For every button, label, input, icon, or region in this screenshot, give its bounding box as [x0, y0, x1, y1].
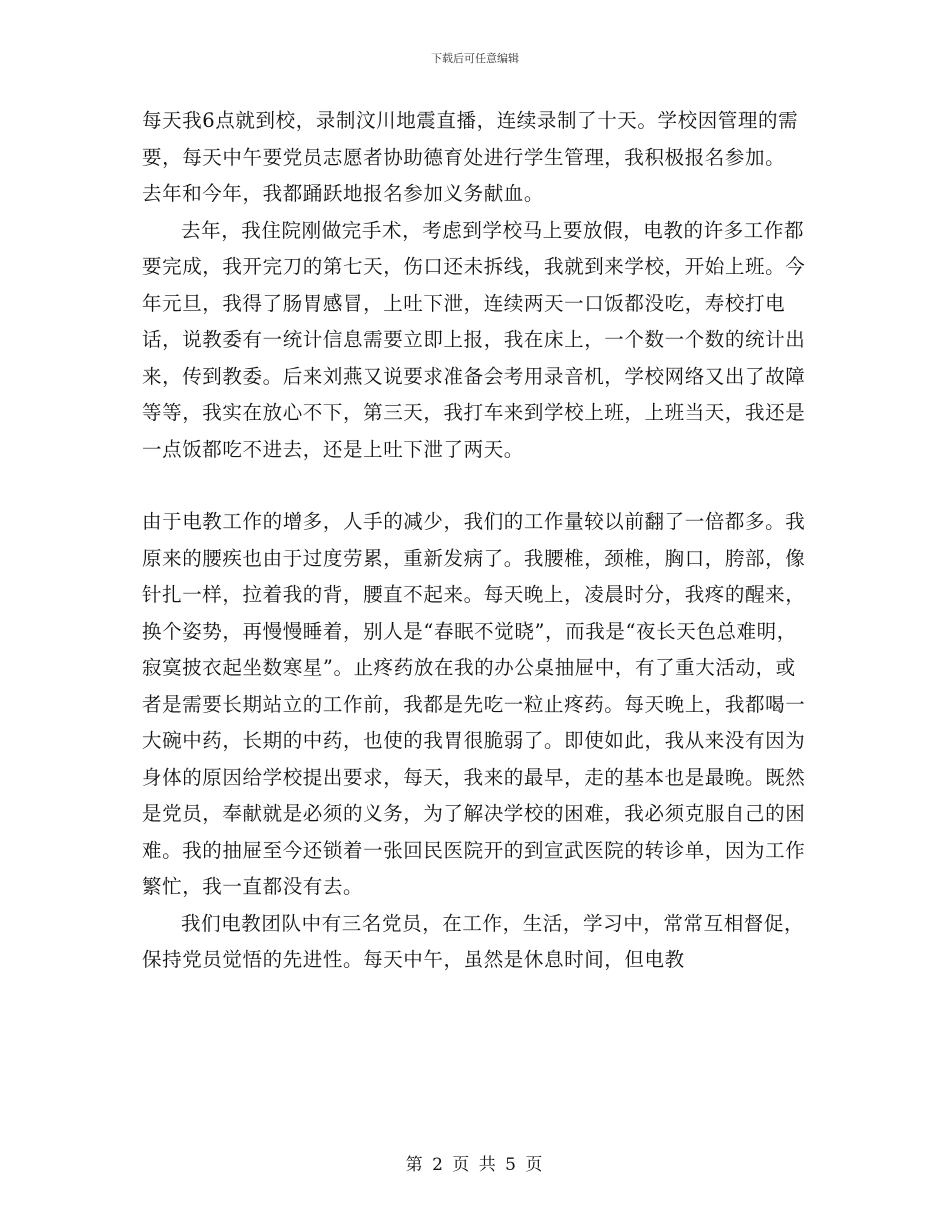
page-footer: 第 2 页 共 5 页 [405, 1155, 545, 1175]
paragraph-2: 去年和今年，我都踊跃地报名参加义务献血。 [142, 182, 545, 205]
paragraph-gap [142, 468, 812, 504]
paragraph-1: 每天我6点就到校，录制汶川地震直播，连续录制了十天。学校因管理的需要，每天中午要党员志愿者协助德育处进行学生管理，我积极报名参加。 [142, 109, 799, 169]
paragraph-4: 由于电教工作的增多，人手的减少，我们的工作量较以前翻了一倍都多。我原来的腰疾也由于过度劳累，重新发病了。我腰椎，颈椎，胸口，胯部，像针扎一样，拉着我的背，腰直不起来。每天晚上，凌晨时分，我疼的醒来，换个姿势，再慢慢睡着，别人是“春眠不觉晓”，而我是“夜长天色总难明，寂寞披衣起坐数寒星”。止疼药放在我的办公桌抽屉中，有了重大活动，或者是需要长期站立的工作前，我都是先吃一粒止疼药。每天晚上，我都喝一大碗中药，长期的中药，也使的我胃很脆弱了。即使如此，我从来没有因为身体的原因给学校提出要求，每天，我来的最早，走的基本也是最晚。既然是党员，奉献就是必须的义务，为了解决学校的困难，我必须克服自己的困难。我的抽屉至今还锁着一张回民医院开的到宣武医院的转诊单，因为工作繁忙，我一直都没有去。 [142, 510, 806, 898]
paragraph-5: 我们电教团队中有三名党员，在工作，生活，学习中，常常互相督促，保持党员觉悟的先进性。每天中午，虽然是休息时间，但电教 [142, 911, 805, 971]
paragraph-3: 去年，我住院刚做完手术，考虑到学校马上要放假，电教的许多工作都要完成，我开完刀的第七天，伤口还未拆线，我就到来学校，开始上班。今年元旦，我得了肠胃感冒，上吐下泄，连续两天一口饭都没吃，寿校打电话，说教委有一统计信息需要立即上报，我在床上，一个数一个数的统计出来，传到教委。后来刘燕又说要求准备会考用录音机，学校网络又出了故障等等，我实在放心不下，第三天，我打车来到学校上班，上班当天，我还是一点饭都吃不进去，还是上吐下泄了两天。 [142, 218, 806, 461]
page-header: 下载后可任意编辑 [431, 52, 519, 65]
document-body [142, 103, 812, 979]
